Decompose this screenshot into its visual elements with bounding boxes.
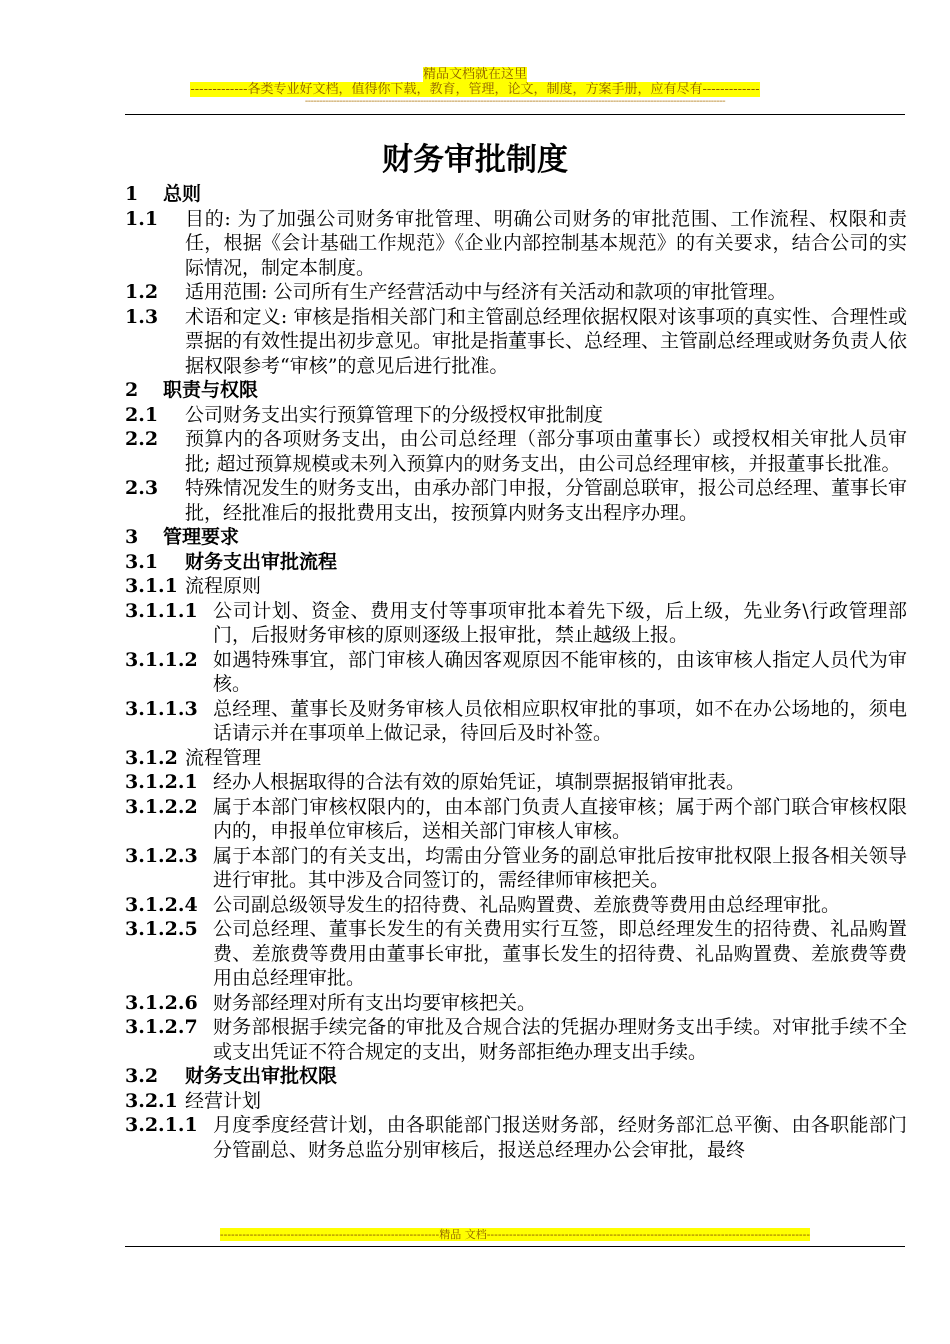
clause-text: 公司财务支出实行预算管理下的分级授权审批制度 <box>185 403 604 426</box>
clause-text: 经营计划 <box>185 1089 262 1112</box>
clause-number: 3.1.1.3 <box>125 697 198 720</box>
clause-text: 职责与权限 <box>163 379 259 401</box>
clause <box>125 1015 907 1064</box>
clause-text: 适用范围: 公司所有生产经营活动中与经济有关活动和款项的审批管理。 <box>185 281 787 303</box>
clause <box>125 599 907 648</box>
clause <box>125 648 907 697</box>
clause-number: 1.1 <box>125 207 159 230</box>
clause <box>125 991 907 1016</box>
clause-number: 3.2 <box>125 1065 159 1087</box>
clause-text: 财务部经理对所有支出均要审核把关。 <box>213 991 537 1014</box>
clause-number: 3.1.2.5 <box>125 918 198 940</box>
clause-text: 经办人根据取得的合法有效的原始凭证，填制票据报销审批表。 <box>213 771 746 793</box>
clause-number: 3 <box>125 526 139 548</box>
clause-number: 3.1.2.7 <box>125 1016 198 1038</box>
clause-text: 术语和定义: 审核是指相关部门和主管副总经理依据权限对该事项的真实性、合理性或票据的有效性提出初步意见。审批是指董事长、总经理、主管副总经理或财务负责人依据权限参考“审核”的意见后进行批准。 <box>185 305 908 377</box>
clause-number: 3.1.2.3 <box>125 844 198 867</box>
section-heading <box>125 378 907 403</box>
clause <box>125 893 907 918</box>
clause-text: 特殊情况发生的财务支出，由承办部门申报，分管副总联审，报公司总经理、董事长审批，经批准后的报批费用支出，按预算内财务支出程序办理。 <box>185 477 908 524</box>
clause <box>125 280 907 305</box>
footer-rule <box>125 1246 905 1247</box>
footer-dashes-left: ----------------------------------------------------------- <box>219 1228 440 1241</box>
clause-text: 月度季度经营计划，由各职能部门报送财务部，经财务部汇总平衡、由各职能部门分管副总、财务总监分别审核后，报送总经理办公会审批，最终 <box>213 1114 907 1161</box>
clause-number: 3.1.2 <box>125 746 178 769</box>
section-heading <box>125 746 907 771</box>
clause-number: 3.1.1.1 <box>125 599 198 622</box>
clause-text: 财务支出审批流程 <box>185 550 338 573</box>
clause <box>125 697 907 746</box>
section-heading <box>125 1064 907 1089</box>
clause-text: 预算内的各项财务支出，由公司总经理（部分事项由董事长）或授权相关审批人员审批; 超过预算规模或未列入预算内的财务支出，由公司总经理审核，并报董事长批准。 <box>185 428 907 475</box>
clause-number: 3.1.2.6 <box>125 991 198 1014</box>
clause-text: 公司总经理、董事长发生的有关费用实行互签，即总经理发生的招待费、礼品购置费、差旅费等费用由董事长审批，董事长发生的招待费、礼品购置费、差旅费等费用由总经理审批。 <box>213 918 907 989</box>
header-banner-slogan-text: -------------各类专业好文档，值得你下载，教育，管理，论文，制度，方案手册，应有尽有------------- <box>190 82 760 97</box>
footer-dashes-right: --------------------------------------------------------------------------------------- <box>486 1228 811 1241</box>
clause-text: 流程原则 <box>185 575 262 597</box>
clause-text: 属于本部门审核权限内的，由本部门负责人直接审核；属于两个部门联合审核权限内的，申报单位审核后，送相关部门审核人审核。 <box>213 795 907 842</box>
section-heading <box>125 550 907 575</box>
clause-text: 财务支出审批权限 <box>185 1065 338 1087</box>
section-heading <box>125 182 907 207</box>
clause-number: 2.1 <box>125 403 159 426</box>
clause-number: 3.1.2.1 <box>125 771 198 793</box>
page-title: 财务审批制度 <box>382 142 568 178</box>
clause <box>125 844 907 893</box>
section-heading <box>125 1089 907 1114</box>
header-rule <box>125 114 905 115</box>
section-heading <box>125 525 907 550</box>
header-banner-title-text: 精品文档就在这里 <box>422 67 527 82</box>
clause <box>125 427 907 476</box>
clause-text: 财务部根据手续完备的审批及合规合法的凭据办理财务支出手续。对审批手续不全或支出凭证不符合规定的支出，财务部拒绝办理支出手续。 <box>213 1016 907 1063</box>
clause-number: 3.1.1.2 <box>125 648 198 671</box>
clause-number: 3.1.1 <box>125 575 178 597</box>
footer-banner <box>205 1228 825 1242</box>
clause-number: 1 <box>125 183 139 205</box>
footer-banner-text <box>220 1228 810 1241</box>
clause-text: 目的: 为了加强公司财务审批管理、明确公司财务的审批范围、工作流程、权限和责任，根据《会计基础工作规范》《企业内部控制基本规范》的有关要求，结合公司的实际情况，制定本制度。 <box>185 207 907 279</box>
clause-number: 2 <box>125 379 139 401</box>
document-body <box>125 182 907 1162</box>
clause-number: 3.1.2.4 <box>125 893 198 916</box>
clause-text: 总则 <box>163 183 202 205</box>
clause-number: 1.2 <box>125 281 159 303</box>
section-heading <box>125 574 907 599</box>
clause <box>125 403 907 428</box>
header-banner-title <box>0 67 950 83</box>
clause <box>125 207 907 281</box>
clause <box>125 795 907 844</box>
clause-number: 1.3 <box>125 305 159 328</box>
clause-number: 2.3 <box>125 477 159 499</box>
clause-text: 如遇特殊事宜，部门审核人确因客观原因不能审核的，由该审核人指定人员代为审核。 <box>213 648 907 695</box>
clause-number: 3.1 <box>125 550 159 573</box>
clause-text: 总经理、董事长及财务审核人员依相应职权审批的事项，如不在办公场地的，须电话请示并在事项单上做记录，待回后及时补签。 <box>213 697 907 744</box>
clause-number: 3.2.1.1 <box>125 1114 198 1136</box>
clause <box>125 1113 907 1162</box>
footer-label: 精品 文档 <box>439 1228 487 1241</box>
clause <box>125 917 907 991</box>
clause-number: 3.2.1 <box>125 1089 178 1112</box>
clause-number: 3.1.2.2 <box>125 795 198 818</box>
clause <box>125 305 907 379</box>
header-banner-dashes: -------------------------------------------------------------------------------------------------------------------------------------------------- <box>304 96 726 107</box>
clause <box>125 476 907 525</box>
clause-text: 公司计划、资金、费用支付等事项审批本着先下级，后上级，先业务\行政管理部门，后报财务审核的原则逐级上报审批，禁止越级上报。 <box>213 599 907 646</box>
clause-text: 流程管理 <box>185 746 262 769</box>
clause-text: 公司副总级领导发生的招待费、礼品购置费、差旅费等费用由总经理审批。 <box>213 893 841 916</box>
clause-number: 2.2 <box>125 428 159 450</box>
clause-text: 属于本部门的有关支出，均需由分管业务的副总审批后按审批权限上报各相关领导进行审批。其中涉及合同签订的，需经律师审核把关。 <box>213 844 907 891</box>
clause <box>125 770 907 795</box>
clause-text: 管理要求 <box>163 526 240 548</box>
